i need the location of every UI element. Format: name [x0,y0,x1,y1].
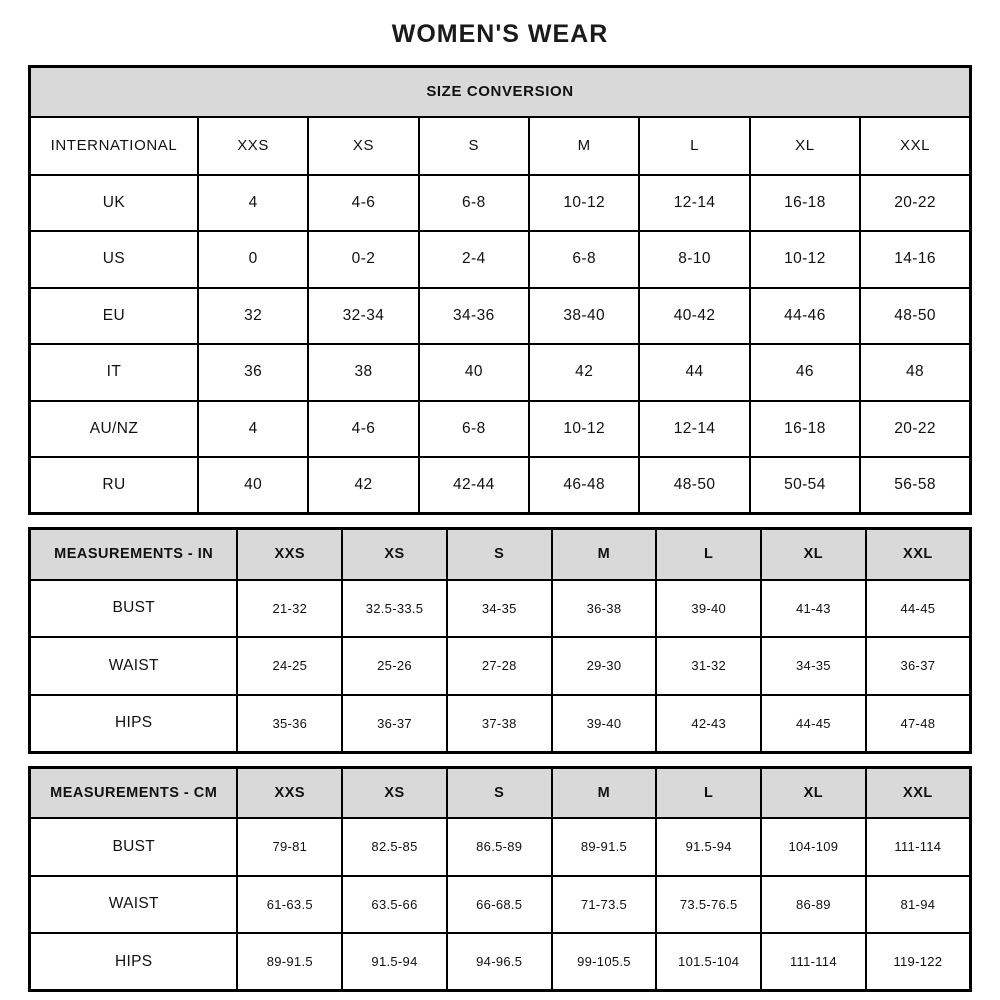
value-cell: 27-28 [447,637,552,695]
value-cell: 2-4 [419,231,529,288]
value-cell: 42 [308,457,418,514]
column-header: XXS [237,529,342,580]
column-header: XL [750,117,860,175]
value-cell: 10-12 [750,231,860,288]
value-cell: 46 [750,344,860,401]
header-row [30,767,971,818]
value-cell: 34-35 [447,580,552,638]
row-label-cell: AU/NZ [30,401,198,458]
value-cell: 81-94 [866,876,971,934]
value-cell: 36-38 [552,580,657,638]
value-cell: 25-26 [342,637,447,695]
value-cell: 20-22 [860,401,970,458]
column-header: L [656,529,761,580]
value-cell: 46-48 [529,457,639,514]
row-label-cell: EU [30,288,198,345]
column-header: XXS [198,117,308,175]
value-cell: 14-16 [860,231,970,288]
value-cell: 36 [198,344,308,401]
value-cell: 16-18 [750,175,860,232]
size-conversion-title: SIZE CONVERSION [30,67,971,117]
size-conversion-table [28,65,972,515]
measurements-in-table [28,527,972,754]
column-header: L [639,117,749,175]
value-cell: 79-81 [237,818,342,876]
column-header: M [552,767,657,818]
value-cell: 35-36 [237,695,342,753]
value-cell: 44-45 [761,695,866,753]
value-cell: 44-45 [866,580,971,638]
value-cell: 44 [639,344,749,401]
value-cell: 39-40 [656,580,761,638]
value-cell: 24-25 [237,637,342,695]
value-cell: 32.5-33.5 [342,580,447,638]
row-label-cell: HIPS [30,933,238,991]
table-row [30,818,971,876]
value-cell: 48-50 [860,288,970,345]
value-cell: 89-91.5 [552,818,657,876]
table-row [30,637,971,695]
table-row [30,695,971,753]
value-cell: 119-122 [866,933,971,991]
table-row [30,175,971,232]
value-cell: 61-63.5 [237,876,342,934]
column-header: S [447,767,552,818]
column-header: XL [761,529,866,580]
value-cell: 12-14 [639,401,749,458]
column-header: XS [342,767,447,818]
column-header: S [447,529,552,580]
value-cell: 44-46 [750,288,860,345]
value-cell: 4 [198,401,308,458]
table-row [30,288,971,345]
value-cell: 50-54 [750,457,860,514]
column-header: XXL [866,529,971,580]
value-cell: 42-43 [656,695,761,753]
value-cell: 42 [529,344,639,401]
value-cell: 101.5-104 [656,933,761,991]
column-header: XXL [866,767,971,818]
value-cell: 47-48 [866,695,971,753]
value-cell: 40 [419,344,529,401]
column-header: M [552,529,657,580]
table-row [30,344,971,401]
table-row [30,457,971,514]
value-cell: 34-35 [761,637,866,695]
table-row [30,933,971,991]
value-cell: 21-32 [237,580,342,638]
value-cell: 66-68.5 [447,876,552,934]
value-cell: 8-10 [639,231,749,288]
value-cell: 111-114 [866,818,971,876]
value-cell: 111-114 [761,933,866,991]
value-cell: 86-89 [761,876,866,934]
table-row [30,876,971,934]
value-cell: 104-109 [761,818,866,876]
column-header: XXS [237,767,342,818]
column-header: M [529,117,639,175]
value-cell: 41-43 [761,580,866,638]
value-cell: 94-96.5 [447,933,552,991]
row-label-cell: UK [30,175,198,232]
column-header: XXL [860,117,970,175]
row-label-cell: WAIST [30,637,238,695]
value-cell: 32 [198,288,308,345]
header-row [30,529,971,580]
value-cell: 4-6 [308,175,418,232]
page-title: WOMEN'S WEAR [391,20,609,48]
value-cell: 48 [860,344,970,401]
column-header: XS [308,117,418,175]
value-cell: 86.5-89 [447,818,552,876]
value-cell: 6-8 [529,231,639,288]
value-cell: 10-12 [529,401,639,458]
value-cell: 42-44 [419,457,529,514]
measurements-cm-table [28,766,972,993]
value-cell: 38 [308,344,418,401]
table-row [30,580,971,638]
header-row-label: MEASUREMENTS - IN [30,529,238,580]
value-cell: 99-105.5 [552,933,657,991]
value-cell: 12-14 [639,175,749,232]
value-cell: 29-30 [552,637,657,695]
value-cell: 0 [198,231,308,288]
header-row-label: INTERNATIONAL [30,117,198,175]
value-cell: 73.5-76.5 [656,876,761,934]
column-header: XS [342,529,447,580]
header-row [30,117,971,175]
row-label-cell: RU [30,457,198,514]
row-label-cell: HIPS [30,695,238,753]
value-cell: 40-42 [639,288,749,345]
value-cell: 56-58 [860,457,970,514]
column-header: XL [761,767,866,818]
value-cell: 40 [198,457,308,514]
value-cell: 82.5-85 [342,818,447,876]
value-cell: 48-50 [639,457,749,514]
row-label-cell: WAIST [30,876,238,934]
value-cell: 6-8 [419,175,529,232]
column-header: S [419,117,529,175]
value-cell: 31-32 [656,637,761,695]
table-row [30,231,971,288]
column-header: L [656,767,761,818]
value-cell: 36-37 [342,695,447,753]
row-label-cell: BUST [30,818,238,876]
table-caption-row [30,67,971,117]
header-row-label: MEASUREMENTS - CM [30,767,238,818]
value-cell: 6-8 [419,401,529,458]
row-label-cell: BUST [30,580,238,638]
value-cell: 91.5-94 [656,818,761,876]
value-cell: 32-34 [308,288,418,345]
value-cell: 91.5-94 [342,933,447,991]
value-cell: 36-37 [866,637,971,695]
value-cell: 4 [198,175,308,232]
value-cell: 34-36 [419,288,529,345]
value-cell: 39-40 [552,695,657,753]
value-cell: 4-6 [308,401,418,458]
value-cell: 38-40 [529,288,639,345]
value-cell: 63.5-66 [342,876,447,934]
value-cell: 89-91.5 [237,933,342,991]
value-cell: 20-22 [860,175,970,232]
value-cell: 37-38 [447,695,552,753]
value-cell: 16-18 [750,401,860,458]
table-row [30,401,971,458]
row-label-cell: IT [30,344,198,401]
value-cell: 71-73.5 [552,876,657,934]
value-cell: 10-12 [529,175,639,232]
row-label-cell: US [30,231,198,288]
value-cell: 0-2 [308,231,418,288]
